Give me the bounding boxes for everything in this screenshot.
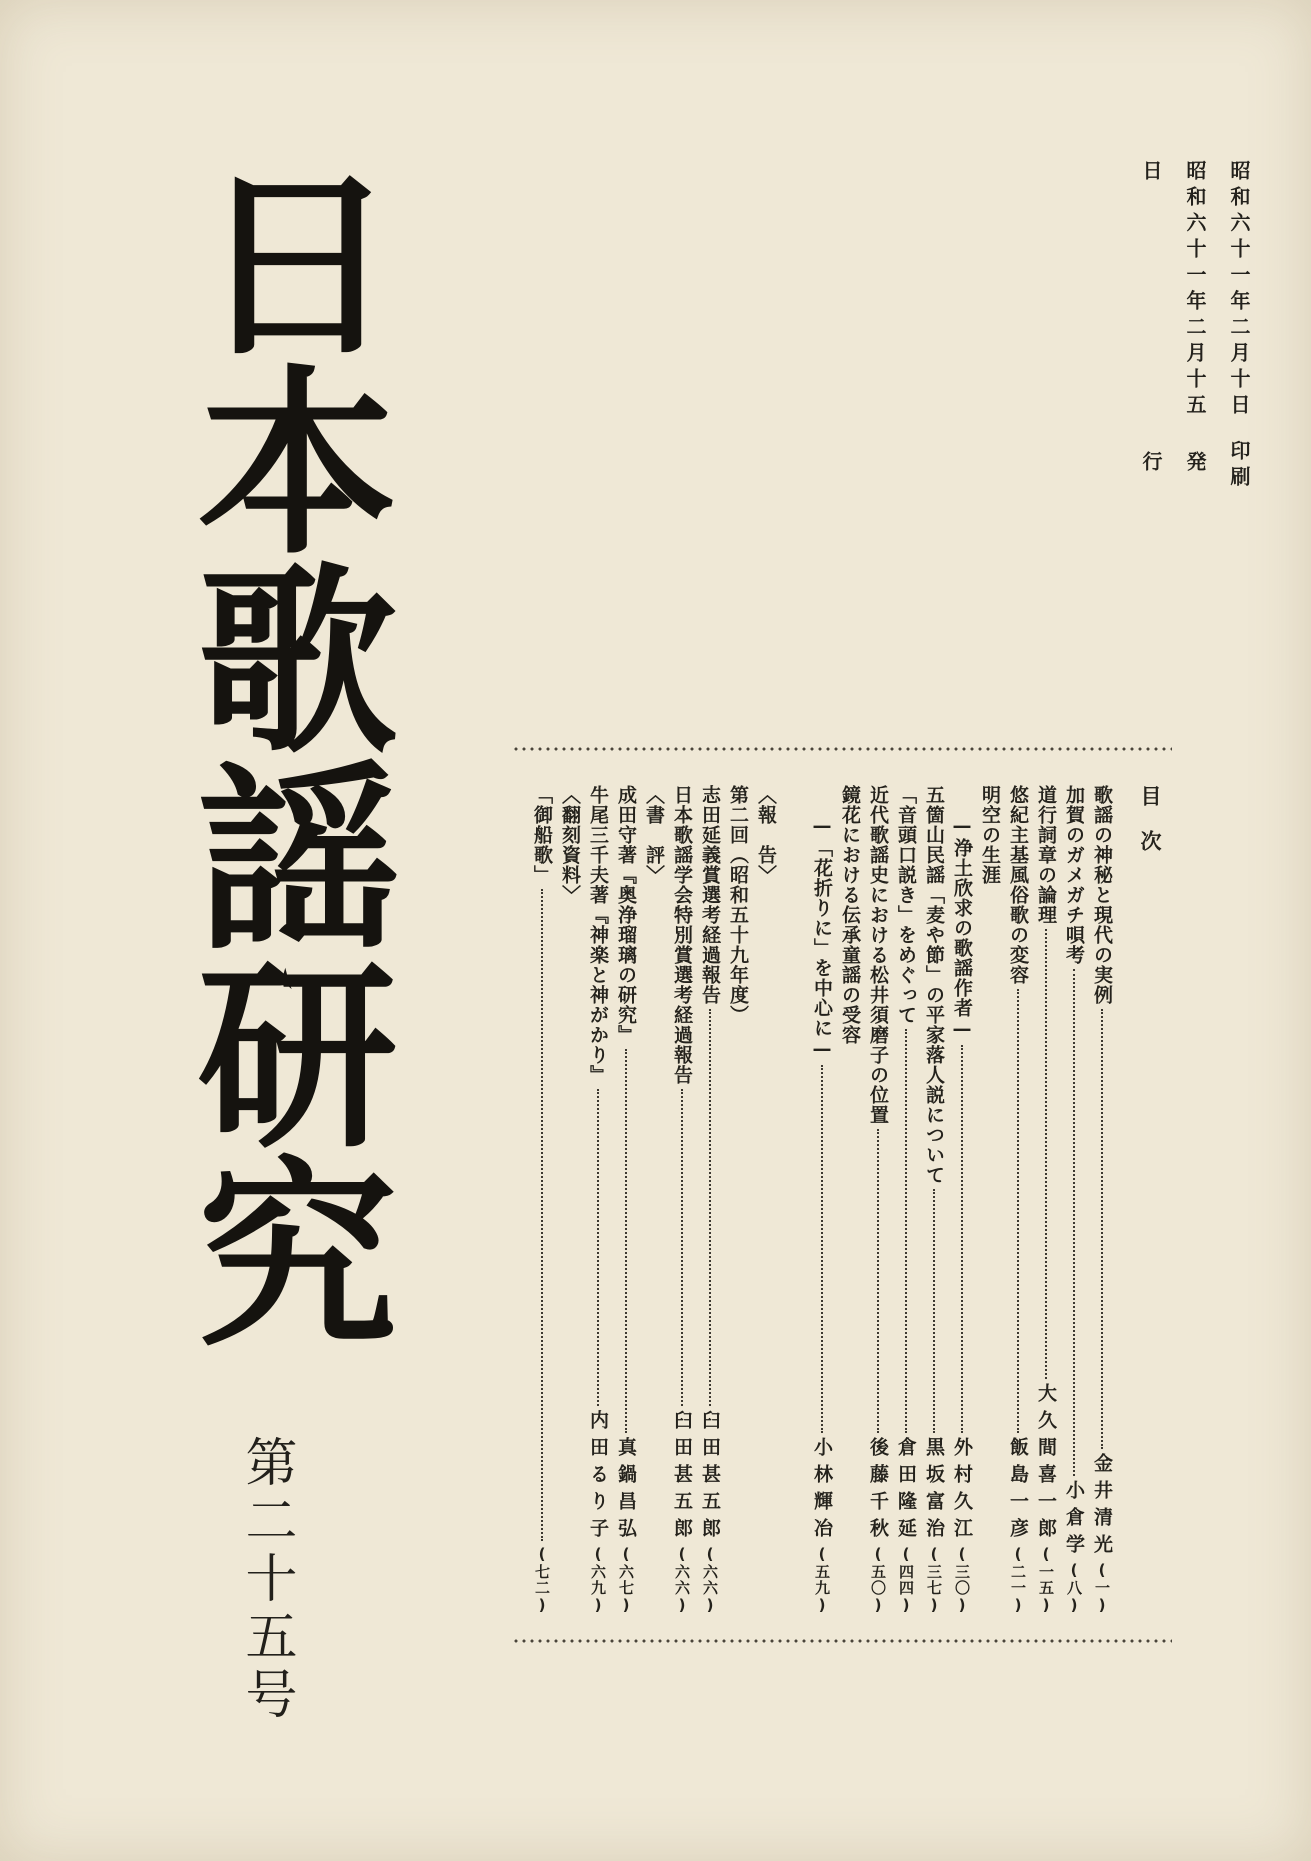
toc-entry-page: (四四) (897, 1545, 915, 1615)
toc-entry (1060, 785, 1088, 1615)
toc-entry (528, 785, 556, 1615)
toc-leader-dots (597, 1089, 599, 1406)
toc-entry (696, 785, 724, 1615)
toc-entry (864, 785, 892, 1615)
toc-entry (1088, 785, 1116, 1615)
toc-entry-title: 歌謡の神秘と現代の実例 (1091, 785, 1113, 1005)
toc-entry-author: 金井清光 (1091, 1453, 1113, 1561)
toc-entry-author: 後藤千秋 (867, 1437, 889, 1545)
toc-entry-page: (六七) (617, 1545, 635, 1615)
toc-entry (640, 785, 668, 1615)
toc-entry-title: 明空の生涯 (979, 785, 1001, 885)
toc-heading: 目次 (1138, 785, 1162, 875)
toc-entry-author: 臼田甚五郎 (699, 1410, 721, 1545)
toc-entry-title: 志田延義賞選考経過報告 (699, 785, 721, 1005)
toc-entry-title: 近代歌謡史における松井須磨子の位置 (867, 785, 889, 1125)
print-date-line (1217, 160, 1261, 500)
toc-leader-dots (877, 1129, 879, 1433)
toc-entry (892, 785, 920, 1615)
toc-leader-dots (905, 1029, 907, 1433)
toc-entry (920, 785, 948, 1615)
toc-entry-title: 五箇山民謡「麦や節」の平家落人説について (923, 785, 945, 1185)
toc-leader-dots (1017, 989, 1019, 1433)
toc-leader-dots (541, 889, 543, 1541)
toc-entry-author: 外村久江 (951, 1437, 973, 1545)
toc-entry (836, 785, 864, 1615)
toc-entry (1004, 785, 1032, 1615)
publication-dates (1129, 160, 1261, 500)
toc-entry-page: (三七) (925, 1545, 943, 1615)
toc-entry-author: 大久間喜一郎 (1035, 1383, 1057, 1545)
toc-entry-author: 黒坂富治 (923, 1437, 945, 1545)
toc-entry-page: (三〇) (953, 1545, 971, 1615)
toc-entry-author: 飯島一彦 (1007, 1437, 1029, 1545)
toc-leader-dots (933, 1189, 935, 1433)
toc-entry-title: 第二回（昭和五十九年度） (727, 785, 749, 1025)
toc-leader-dots (961, 1045, 963, 1433)
print-date: 昭和六十一年二月十日 (1227, 160, 1251, 420)
toc-leader-dots (1073, 969, 1075, 1476)
toc-leader-dots (821, 1065, 823, 1433)
toc-entry-title: —「花折りに」を中心に— (811, 815, 833, 1061)
toc-bottom-border (512, 1637, 1172, 1645)
toc-entry-author: 内田るり子 (587, 1410, 609, 1545)
toc-leader-dots (1101, 1009, 1103, 1449)
toc-entry-page: (一五) (1037, 1545, 1055, 1615)
toc-entry (724, 785, 752, 1615)
toc-entry-author: 倉田隆延 (895, 1437, 917, 1545)
publish-date-line (1129, 160, 1217, 500)
issue-number: 第二十五号 (237, 1435, 294, 1725)
journal-title: 日本歌謡研究 (164, 160, 397, 1348)
toc-entry-page: (六六) (673, 1545, 691, 1615)
toc-entry (668, 785, 696, 1615)
toc-spacer (780, 785, 808, 1615)
toc-entry (948, 785, 976, 1615)
toc-leader-dots (709, 1009, 711, 1406)
toc-entry-page: (六六) (701, 1545, 719, 1615)
toc-leader-dots (681, 1089, 683, 1406)
table-of-contents (512, 745, 1172, 1645)
toc-entry-page: (七二) (533, 1545, 551, 1615)
toc-entry (612, 785, 640, 1615)
toc-entry-author: 小林輝冶 (811, 1437, 833, 1545)
toc-entry-page: (八) (1065, 1561, 1083, 1615)
toc-entry (752, 785, 780, 1615)
toc-entry-page: (二一) (1009, 1545, 1027, 1615)
toc-entry-author: 臼田甚五郎 (671, 1410, 693, 1545)
print-label: 印刷 (1227, 440, 1251, 492)
toc-entry-page: (一) (1093, 1561, 1111, 1615)
toc-entry-page: (五〇) (869, 1545, 887, 1615)
toc-entry-title: 道行詞章の論理 (1035, 785, 1057, 925)
toc-leader-dots (1045, 929, 1047, 1379)
toc-entry-title: 悠紀主基風俗歌の変容 (1007, 785, 1029, 985)
toc-entry-title: 成田守著『奥浄瑠璃の研究』 (615, 785, 637, 1045)
publish-label: 発行 (1139, 450, 1207, 477)
toc-entry (1032, 785, 1060, 1615)
toc-entry (976, 785, 1004, 1615)
toc-leader-dots (625, 1049, 627, 1433)
toc-entry-page: (五九) (813, 1545, 831, 1615)
toc-entry-title: 「音頭口説き」をめぐって (895, 785, 917, 1025)
toc-entry-title: 日本歌謡学会特別賞選考経過報告 (671, 785, 693, 1085)
toc-entry (584, 785, 612, 1615)
toc-entry (556, 785, 584, 1615)
toc-top-border (512, 745, 1172, 753)
toc-entry-author: 真鍋昌弘 (615, 1437, 637, 1545)
toc-entry-title: 鏡花における伝承童謡の受容 (839, 785, 861, 1045)
toc-entry-title: 「御船歌」 (531, 785, 553, 885)
toc-entry-title: 牛尾三千夫著『神楽と神がかり』 (587, 785, 609, 1085)
toc-entry-author: 小倉学 (1063, 1480, 1085, 1561)
toc-entry-title: 加賀のガメガチ唄考 (1063, 785, 1085, 965)
toc-columns (528, 785, 1164, 1615)
toc-entry-title: 〈翻刻資料〉 (559, 785, 581, 905)
publish-date: 昭和六十一年二月十五日 (1139, 160, 1207, 420)
toc-entry-title: —浄土欣求の歌謡作者— (951, 815, 973, 1041)
toc-entry-title: 〈報 告〉 (755, 785, 777, 885)
toc-entry (808, 785, 836, 1615)
toc-entry-title: 〈書 評〉 (643, 785, 665, 885)
toc-entry-page: (六九) (589, 1545, 607, 1615)
